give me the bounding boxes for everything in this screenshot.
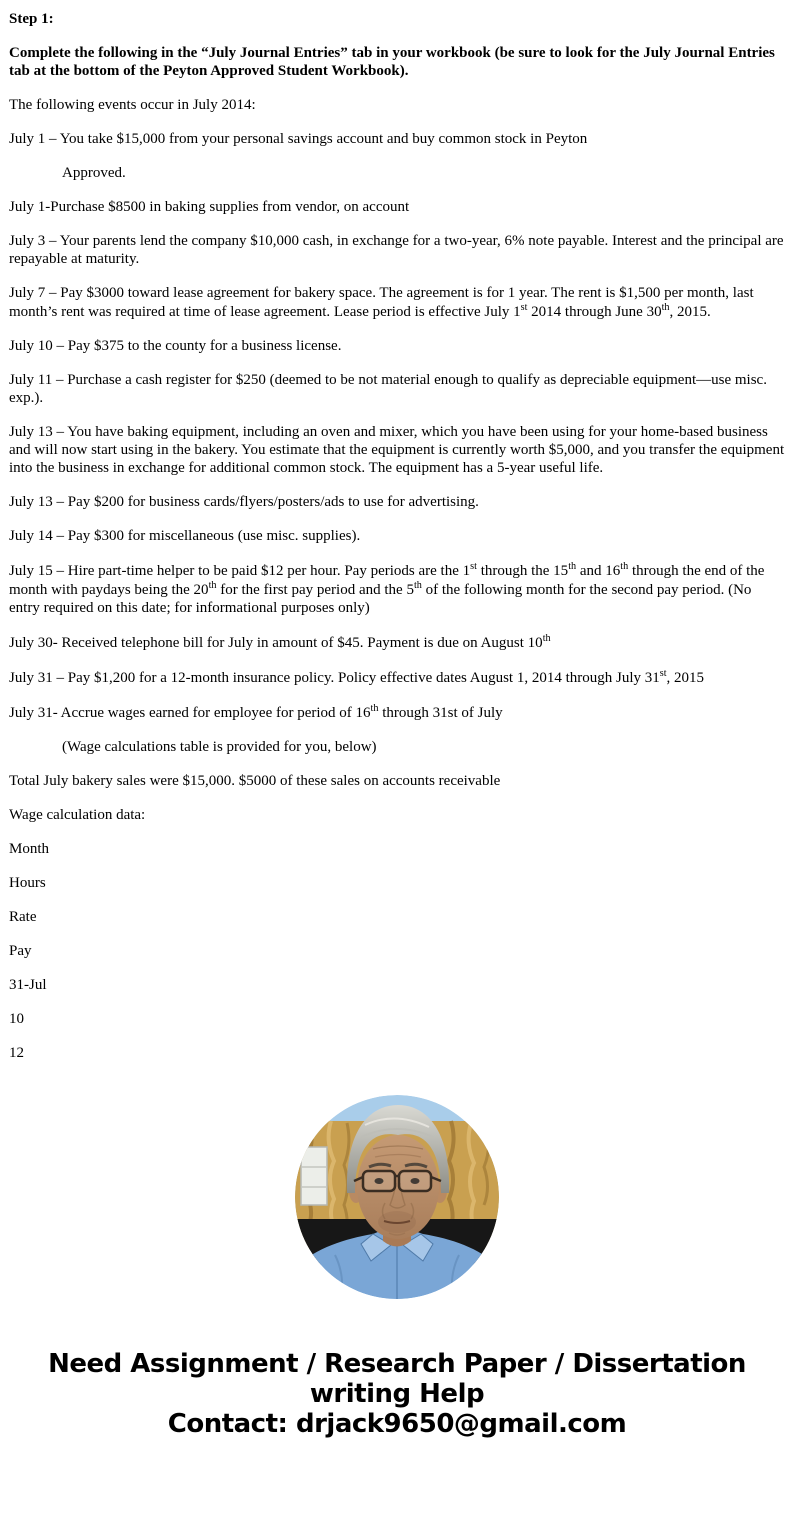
paragraph: Approved. xyxy=(62,165,126,181)
paragraph: (Wage calculations table is provided for you, below) xyxy=(62,739,377,755)
paragraph: Complete the following in the “July Journal Entries” tab in your workbook (be sure to look for the July Journal Entries tab at the bottom of the Peyton Approved Student Workbook). xyxy=(9,45,775,79)
avatar-window-frame xyxy=(301,1147,327,1205)
paragraph: July 14 – Pay $300 for miscellaneous (use misc. supplies). xyxy=(9,528,361,544)
paragraph: July 13 – Pay $200 for business cards/flyers/posters/ads to use for advertising. xyxy=(9,494,479,510)
paragraph: Pay xyxy=(9,943,32,959)
paragraph: July 11 – Purchase a cash register for $250 (deemed to be not material enough to qualify as depreciable equipment—use misc. exp.). xyxy=(9,372,767,406)
paragraph: Rate xyxy=(9,909,37,925)
footer-line: Need Assignment / Research Paper / Dissertation xyxy=(48,1349,746,1379)
paragraph: The following events occur in July 2014: xyxy=(9,97,256,113)
paragraph: July 1-Purchase $8500 in baking supplies from vendor, on account xyxy=(9,199,410,215)
paragraph: Month xyxy=(9,841,50,857)
paragraph: July 13 – You have baking equipment, including an oven and mixer, which you have been using for your home-based business and will now start using in the bakery. You estimate that the equipment is currently worth $5,000, and you transfer the equipment into the business in exchange for additional common stock. The equipment has a 5-year useful life. xyxy=(9,424,785,476)
paragraph: July 10 – Pay $375 to the county for a business license. xyxy=(9,338,342,354)
paragraph: Step 1: xyxy=(9,11,54,27)
paragraph: July 7 – Pay $3000 toward lease agreement for bakery space. The agreement is for 1 year. The rent is $1,500 per month, last month’s rent was required at time of lease agreement. Lease period is effective July 1st 2014 through June 30th, 2015. xyxy=(9,285,754,320)
paragraph: Hours xyxy=(9,875,46,891)
paragraph: 31-Jul xyxy=(9,977,47,993)
footer-ad xyxy=(0,1349,794,1439)
paragraph: July 31- Accrue wages earned for employee for period of 16th through 31st of July xyxy=(9,703,503,721)
paragraph: Wage calculation data: xyxy=(9,807,146,823)
tutor-photo-container xyxy=(0,1095,794,1299)
paragraph: July 30- Received telephone bill for July in amount of $45. Payment is due on August 10th xyxy=(9,633,551,651)
paragraph: July 3 – Your parents lend the company $10,000 cash, in exchange for a two-year, 6% note payable. Interest and the principal are repayable at maturity. xyxy=(9,233,784,267)
paragraph: 10 xyxy=(9,1011,24,1027)
person-portrait-image xyxy=(295,1095,499,1299)
footer-line: writing Help xyxy=(309,1379,485,1409)
paragraph: July 31 – Pay $1,200 for a 12-month insurance policy. Policy effective dates August 1, 2014 through July 31st, 2015 xyxy=(9,668,705,686)
paragraph: July 1 – You take $15,000 from your personal savings account and buy common stock in Peyton xyxy=(9,131,588,147)
paragraph: Total July bakery sales were $15,000. $5000 of these sales on accounts receivable xyxy=(9,773,501,789)
paragraph: July 15 – Hire part-time helper to be paid $12 per hour. Pay periods are the 1st through the 15th and 16th through the end of the month with paydays being the 20th for the first pay period and the 5th of the following month for the second pay period. (No entry required on this date; for informational purposes only) xyxy=(9,561,765,616)
footer-contact-line: Contact: drjack9650@gmail.com xyxy=(167,1409,627,1439)
paragraph: 12 xyxy=(9,1045,24,1061)
